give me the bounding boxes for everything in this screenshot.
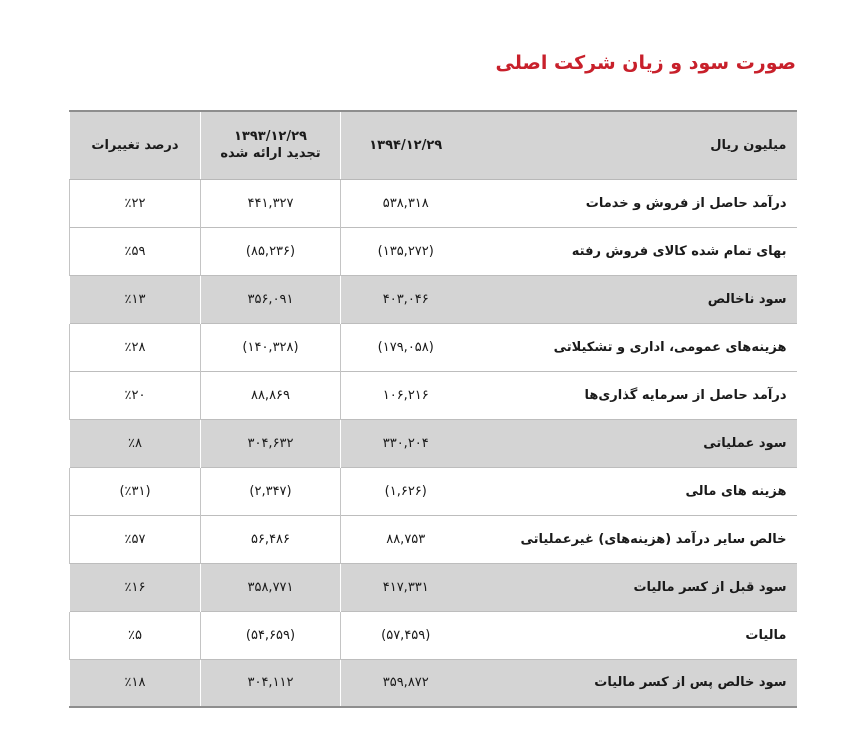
table-row bbox=[70, 515, 797, 563]
table-row bbox=[70, 419, 797, 467]
row-change-percent: ٪۵۹ bbox=[70, 227, 201, 275]
row-label: مالیات bbox=[745, 627, 787, 643]
table-row bbox=[70, 275, 797, 323]
row-value-1393: ۳۵۶,۰۹۱ bbox=[201, 275, 341, 323]
row-value-1394: ۳۵۹,۸۷۲ bbox=[341, 659, 471, 707]
row-label: خالص سایر درآمد (هزینه‌های) غیرعملیاتی bbox=[520, 531, 787, 547]
row-label: سود ناخالص bbox=[707, 291, 787, 307]
table-header-row bbox=[70, 111, 797, 179]
row-change-percent: ٪۵ bbox=[70, 611, 201, 659]
row-change-percent: (٪۳۱) bbox=[70, 467, 201, 515]
row-change-percent: ٪۸ bbox=[70, 419, 201, 467]
table-row bbox=[70, 371, 797, 419]
row-label: سود خالص پس از کسر مالیات bbox=[594, 675, 787, 691]
row-change-percent: ٪۵۷ bbox=[70, 515, 201, 563]
header-unit: میلیون ریال bbox=[471, 111, 797, 179]
row-change-percent: ٪۱۶ bbox=[70, 563, 201, 611]
header-year-1393-note: تجدید ارائه شده bbox=[220, 146, 321, 162]
row-value-1393: ۳۰۴,۶۳۲ bbox=[201, 419, 341, 467]
row-value-1394: ۱۰۶,۲۱۶ bbox=[341, 371, 471, 419]
row-value-1393: (۵۴,۶۵۹) bbox=[201, 611, 341, 659]
table-row bbox=[70, 227, 797, 275]
row-change-percent: ٪۱۸ bbox=[70, 659, 201, 707]
row-value-1394: ۴۱۷,۳۳۱ bbox=[341, 563, 471, 611]
row-label: هزینه‌های عمومی، اداری و تشکیلاتی bbox=[553, 339, 787, 355]
row-change-percent: ٪۱۳ bbox=[70, 275, 201, 323]
row-value-1394: (۱۷۹,۰۵۸) bbox=[341, 323, 471, 371]
row-label: سود عملیاتی bbox=[703, 435, 787, 451]
row-label: درآمد حاصل از فروش و خدمات bbox=[585, 195, 787, 211]
header-change-percent: درصد تغییرات bbox=[70, 111, 201, 179]
row-label: درآمد حاصل از سرمایه گذاری‌ها bbox=[584, 387, 787, 403]
row-value-1394: ۵۳۸,۳۱۸ bbox=[341, 179, 471, 227]
row-value-1394: ۸۸,۷۵۳ bbox=[341, 515, 471, 563]
row-change-percent: ٪۲۸ bbox=[70, 323, 201, 371]
row-value-1394: (۱,۶۲۶) bbox=[341, 467, 471, 515]
row-value-1393: ۵۶,۴۸۶ bbox=[201, 515, 341, 563]
income-statement-table bbox=[69, 110, 797, 708]
row-label: هزینه های مالی bbox=[685, 483, 787, 499]
row-value-1394: ۳۳۰,۲۰۴ bbox=[341, 419, 471, 467]
row-value-1393: ۸۸,۸۶۹ bbox=[201, 371, 341, 419]
table-row bbox=[70, 563, 797, 611]
table-row bbox=[70, 611, 797, 659]
row-change-percent: ٪۲۲ bbox=[70, 179, 201, 227]
header-year-1394: ۱۳۹۴/۱۲/۲۹ bbox=[341, 111, 471, 179]
row-value-1393: ۳۵۸,۷۷۱ bbox=[201, 563, 341, 611]
row-value-1394: (۱۳۵,۲۷۲) bbox=[341, 227, 471, 275]
row-label: بهای تمام شده کالای فروش رفته bbox=[571, 243, 787, 259]
table-body bbox=[70, 179, 797, 707]
page-title: صورت سود و زیان شرکت اصلی bbox=[495, 52, 796, 74]
table-row bbox=[70, 467, 797, 515]
row-value-1393: ۴۴۱,۳۲۷ bbox=[201, 179, 341, 227]
row-label: سود قبل از کسر مالیات bbox=[633, 579, 787, 595]
table-row bbox=[70, 659, 797, 707]
row-value-1393: (۱۴۰,۳۲۸) bbox=[201, 323, 341, 371]
row-change-percent: ٪۲۰ bbox=[70, 371, 201, 419]
row-value-1394: (۵۷,۴۵۹) bbox=[341, 611, 471, 659]
header-year-1393 bbox=[201, 111, 341, 179]
row-value-1393: ۳۰۴,۱۱۲ bbox=[201, 659, 341, 707]
row-value-1393: (۲,۳۴۷) bbox=[201, 467, 341, 515]
table-row bbox=[70, 179, 797, 227]
table-row bbox=[70, 323, 797, 371]
row-value-1393: (۸۵,۲۳۶) bbox=[201, 227, 341, 275]
row-value-1394: ۴۰۳,۰۴۶ bbox=[341, 275, 471, 323]
header-year-1393-date: ۱۳۹۳/۱۲/۲۹ bbox=[234, 129, 307, 145]
